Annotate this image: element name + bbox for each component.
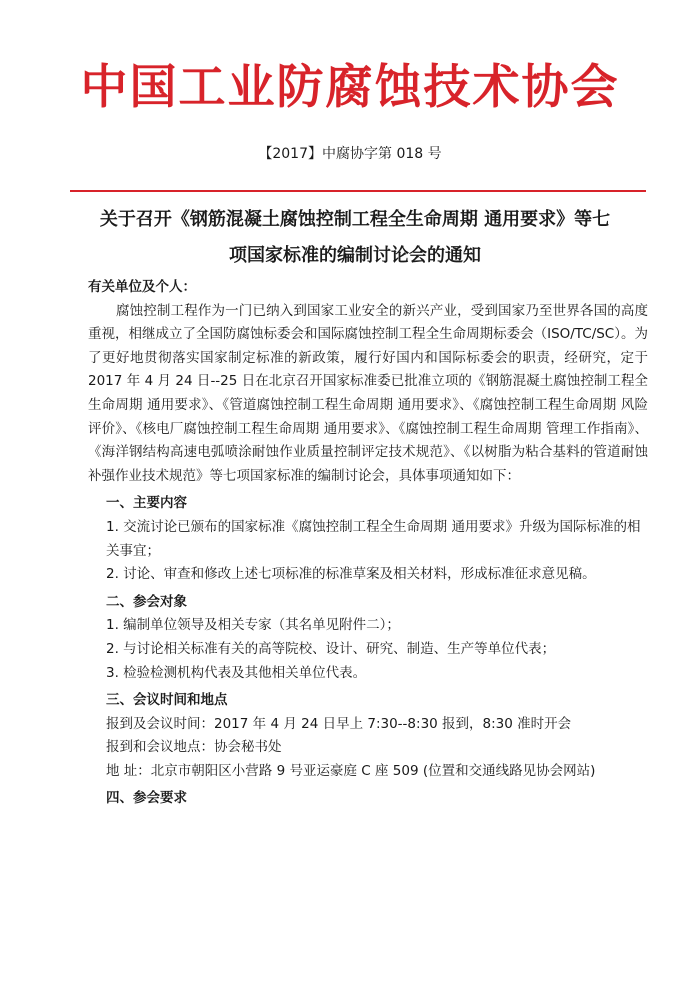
section-heading-attendees: 二、参会对象	[106, 593, 187, 610]
attendee-item-3: 3. 检验检测机构代表及其他相关单位代表。	[106, 664, 367, 681]
notice-title-line-1: 关于召开《钢筋混凝土腐蚀控制工程全生命周期 通用要求》等七	[99, 209, 611, 230]
meeting-address: 地 址：北京市朝阳区小营路 9 号亚运豪庭 C 座 509 (位置和交通线路见协会网站)	[106, 762, 596, 779]
notice-title-line-2: 项国家标准的编制讨论会的通知	[229, 245, 481, 266]
attendee-item-2: 2. 与讨论相关标准有关的高等院校、设计、研究、制造、生产等单位代表；	[106, 640, 556, 657]
document-number: 【2017】中腐协字第 018 号	[258, 146, 442, 162]
red-divider	[70, 190, 646, 192]
salutation: 有关单位及个人：	[88, 279, 196, 295]
notice-title	[60, 202, 650, 274]
organization-letterhead: 中国工业防腐蚀技术协会	[80, 60, 620, 115]
section-heading-content: 一、主要内容	[106, 495, 187, 512]
meeting-time: 报到及会议时间：2017 年 4 月 24 日早上 7:30--8:30 报到，8:30 准时开会	[106, 715, 572, 732]
content-item-2: 2. 讨论、审查和修改上述七项标准的标准草案及相关材料，形成标准征求意见稿。	[106, 566, 596, 583]
meeting-location: 报到和会议地点：协会秘书处	[106, 739, 282, 756]
section-heading-requirements: 四、参会要求	[106, 790, 187, 807]
notice-body	[88, 276, 648, 811]
attendee-item-1: 1. 编制单位领导及相关专家（其名单见附件二）；	[106, 617, 400, 634]
content-item-1: 1. 交流讨论已颁布的国家标准《腐蚀控制工程全生命周期 通用要求》升级为国际标准的相关事宜；	[106, 518, 641, 559]
intro-paragraph: 腐蚀控制工程作为一门已纳入到国家工业安全的新兴产业，受到国家乃至世界各国的高度重视，相继成立了全国防腐蚀标委会和国际腐蚀控制工程全生命周期标委会（ISO/TC/SC）。为了更好地贯彻落实国家制定标准的新政策，履行好国内和国际标委会的职责，经研究，定于 2017 年 4 月 24 日--25 日在北京召开国家标准委已批准立项的《钢筋混凝土腐蚀控制工程全生命周期 通用要求》、《管道腐蚀控制工程生命周期 通用要求》、《腐蚀控制工程生命周期 风险评价》、《核电厂腐蚀控制工程生命周期 通用要求》、《腐蚀控制工程生命周期 管理工作指南》、《海洋钢结构高速电弧喷涂耐蚀作业质量控制评定技术规范》、《以树脂为粘合基料的管道耐蚀补强作业技术规范》等七项国家标准的编制讨论会，具体事项通知如下：	[88, 302, 648, 484]
section-heading-time-place: 三、会议时间和地点	[106, 692, 228, 709]
